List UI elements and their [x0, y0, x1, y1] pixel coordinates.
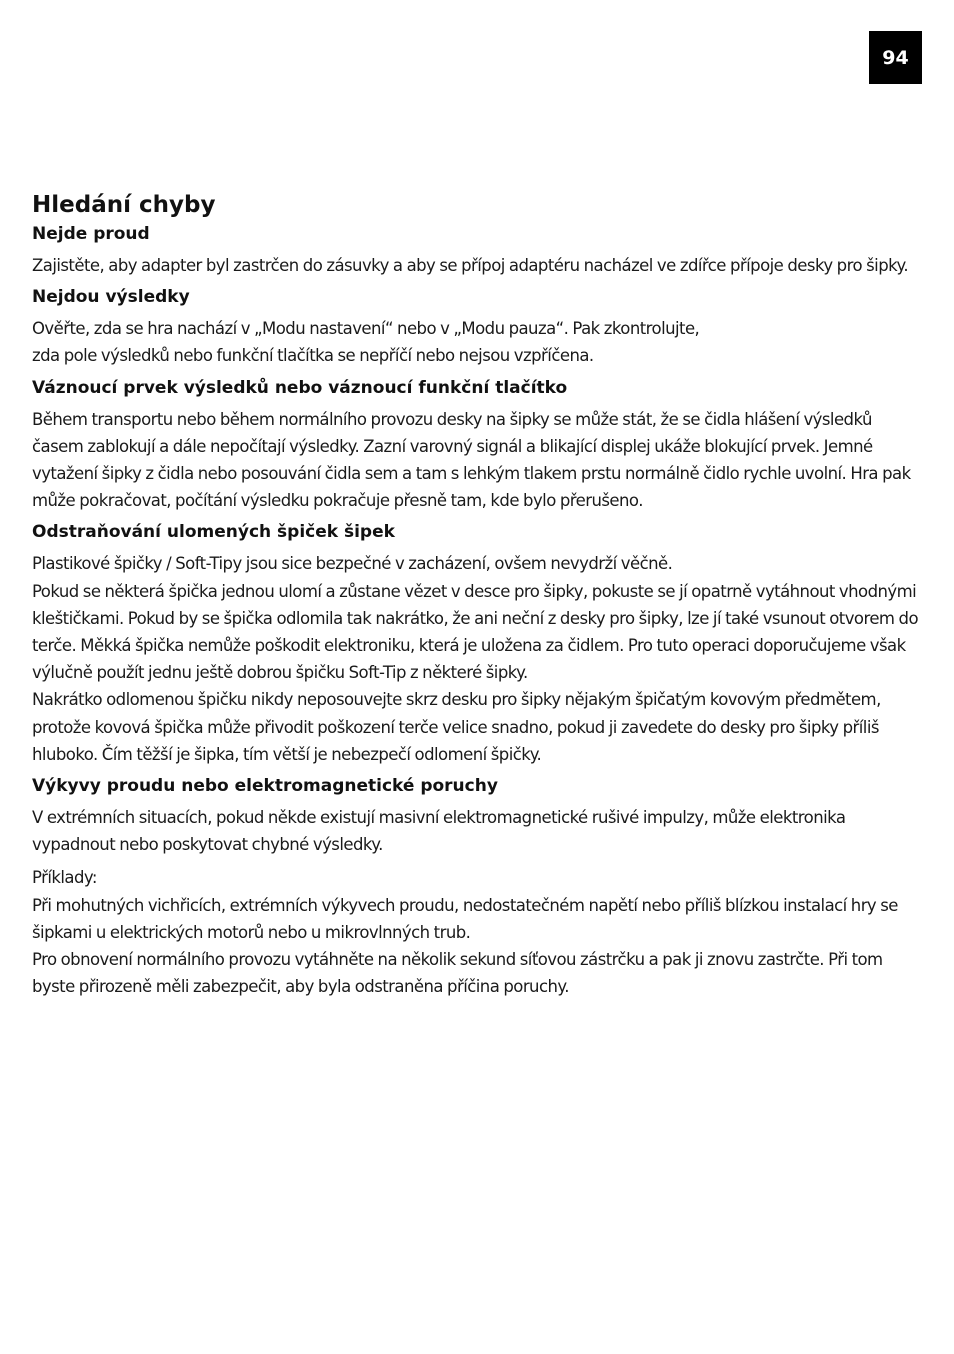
- examples-text: Při mohutných vichřicích, extrémních výkyvech proudu, nedostatečném napětí nebo příliš blízkou instalací hry se šipkami u elektrických motorů nebo u mikrovlnných trub. Pro obnovení normálního provozu vytáhněte na několik sekund síťovou zástrčku a pak ji znovu zastrčte. Při tom byste přirozeně měli zabezpečit, aby byla odstraněna příčina poruchy.: [32, 895, 898, 997]
- page-title: Hledání chyby: [32, 192, 216, 218]
- section-heading-power-fluctuations: Výkyvy proudu nebo elektromagnetické poruchy: [32, 776, 498, 797]
- section-text-examples: [32, 864, 922, 1000]
- section-heading-stuck-element: Váznoucí prvek výsledků nebo váznoucí funkční tlačítko: [32, 377, 568, 398]
- section-heading-broken-tips: Odstraňování ulomených špiček šipek: [32, 522, 395, 543]
- section-heading-no-results: Nejdou výsledky: [32, 287, 190, 308]
- section-text-broken-tips: Plastikové špičky / Soft-Tipy jsou sice bezpečné v zacházení, ovšem nevydrží věčně. Pokud se některá špička jednou ulomí a zůstane vězet v desce pro šipky, pokuste se jí opatrně vytáhnout vhodnými kleštičkami. Pokud by se špička odlomila tak nakrátko, že ani neční z desky pro šipky, lze jí také vsunout otvorem do terče. Měkká špička nemůže poškodit elektroniku, která je uložena za čidlem. Pro tuto operaci doporučujeme však výlučně použít jednu ještě dobrou špičku Soft-Tip z některé šipky. Nakrátko odlomenou špičku nikdy neposouvejte skrz desku pro šipky nějakým špičatým kovovým předmětem, protože kovová špička může přivodit poškození terče velice snadno, pokud ji zavedete do desky pro šipky příliš hluboko. Čím těžší je šipka, tím větší je nebezpečí odlomení špičky.: [32, 554, 919, 764]
- document-body: [32, 189, 922, 1000]
- section-text-no-power: Zajistěte, aby adapter byl zastrčen do zásuvky a aby se přípoj adaptéru nacházel ve zdířce přípoje desky pro šipky.: [32, 256, 909, 275]
- page-number: 94: [869, 31, 922, 84]
- section-text-power-fluctuations: V extrémních situacích, pokud někde existují masivní elektromagnetické rušivé impulzy, může elektronika vypadnout nebo poskytovat chybné výsledky.: [32, 808, 846, 855]
- section-text-stuck-element: Během transportu nebo během normálního provozu desky na šipky se může stát, že se čidla hlášení výsledků časem zablokují a dále nepočítají výsledky. Zazní varovný signál a blikající displej ukáže blokující prvek. Jemné vytažení šipky z čidla nebo posouvání čidla sem a tam s lehkým tlakem prstu normálně čidlo rychle uvolní. Hra pak může pokračovat, počítání výsledku pokračuje přesně tam, kde bylo přerušeno.: [32, 409, 911, 511]
- section-text-no-results: Ověřte, zda se hra nachází v „Modu nastavení“ nebo v „Modu pauza“. Pak zkontrolujte, zda pole výsledků nebo funkční tlačítka se nepříčí nebo nejsou vzpříčena.: [32, 319, 700, 366]
- examples-label: Příklady:: [32, 868, 97, 888]
- section-heading-no-power: Nejde proud: [32, 224, 150, 244]
